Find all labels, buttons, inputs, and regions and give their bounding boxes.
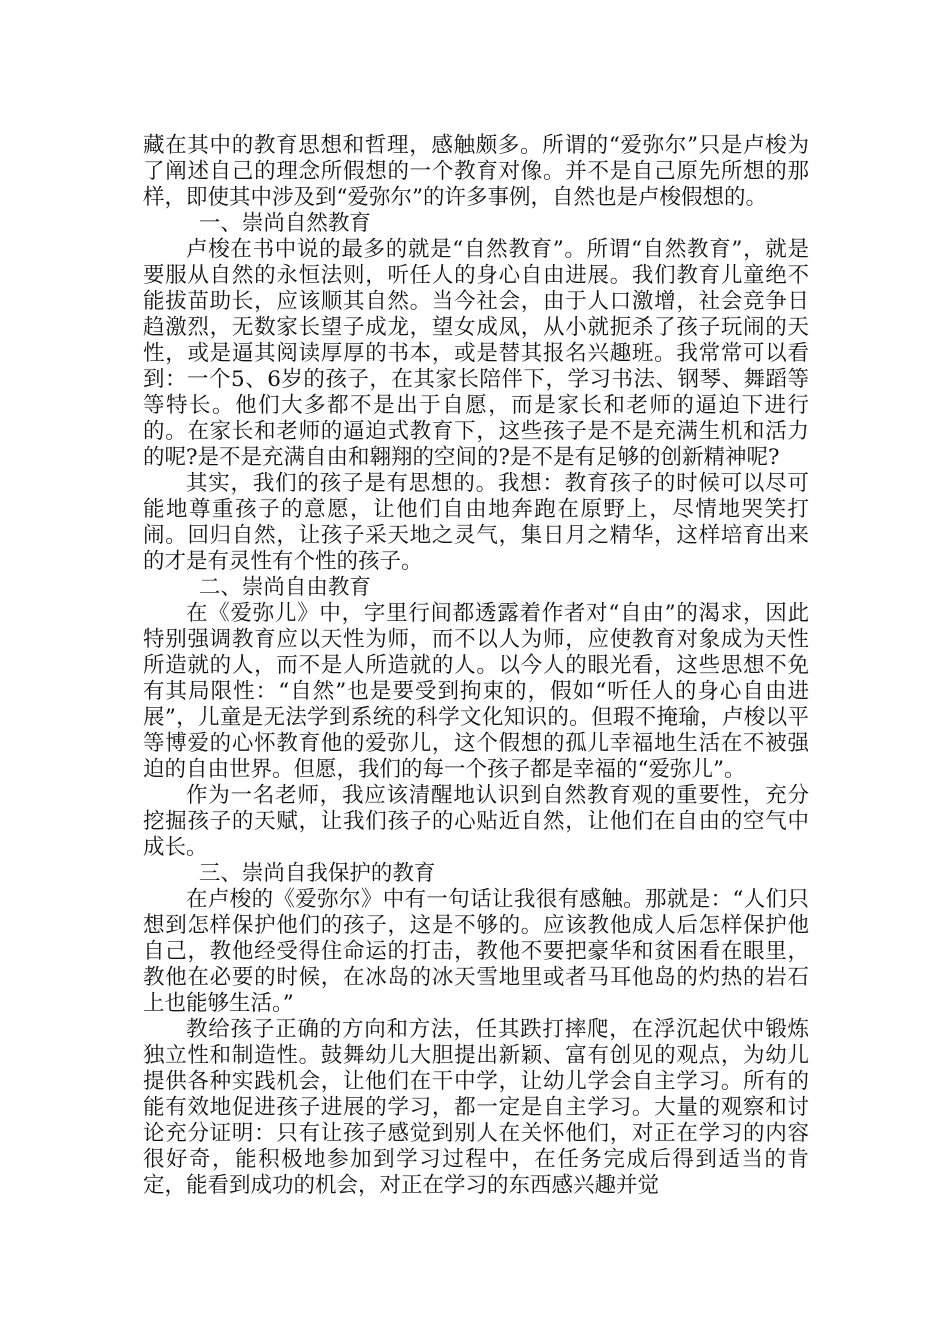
paragraph-continuation: 藏在其中的教育思想和哲理，感触颇多。所谓的“爱弥尔”只是卢梭为了阐述自己的理念所假想的一个教育对像。并不是自己原先所想的那样，即使其中涉及到“爱弥尔”的许多事例，自然也是卢梭假想的。 (143, 133, 809, 210)
paragraph: 在《爱弥儿》中，字里行间都透露着作者对“自由”的渴求，因此特别强调教育应以天性为师，而不以人为师，应使教育对象成为天性所造就的人，而不是人所造就的人。以今人的眼光看，这些思想不免有其局限性：“自然”也是要受到拘束的，假如“听任人的身心自由进展”，儿童是无法学到系统的科学文化知识的。但瑕不掩瑜，卢梭以平等博爱的心怀教育他的爱弥儿，这个假想的孤儿幸福地生活在不被强迫的自由世界。但愿，我们的每一个孩子都是幸福的“爱弥儿”。 (143, 601, 809, 782)
paragraph: 作为一名老师，我应该清醒地认识到自然教育观的重要性，充分挖掘孩子的天赋，让我们孩子的心贴近自然，让他们在自由的空气中成长。 (143, 783, 809, 860)
section-heading-freedom: 二、崇尚自由教育 (198, 575, 371, 600)
section-heading-self-protection: 三、崇尚自我保护的教育 (198, 861, 436, 886)
paragraph: 卢梭在书中说的最多的就是“自然教育”。所谓“自然教育”，就是要服从自然的永恒法则，听任人的身心自由进展。我们教育儿童绝不能拔苗助长，应该顺其自然。当今社会，由于人口激增，社会竞争日趋激烈，无数家长望子成龙，望女成凤，从小就扼杀了孩子玩闹的天性，或是逼其阅读厚厚的书本，或是替其报名兴趣班。我常常可以看到：一个5、6岁的孩子，在其家长陪伴下，学习书法、钢琴、舞蹈等等特长。他们大多都不是出于自愿，而是家长和老师的逼迫下进行的。在家长和老师的逼迫式教育下，这些孩子是不是充满生机和活力的呢?是不是充满自由和翱翔的空间的?是不是有足够的创新精神呢? (143, 237, 809, 470)
paragraph: 教给孩子正确的方向和方法，任其跌打摔爬，在浮沉起伏中锻炼独立性和制造性。鼓舞幼儿大胆提出新颖、富有创见的观点，为幼儿提供各种实践机会，让他们在干中学，让幼儿学会自主学习。所有的能有效地促进孩子进展的学习，都一定是自主学习。大量的观察和讨论充分证明：只有让孩子感觉到别人在关怀他们，对正在学习的内容很好奇，能积极地参加到学习过程中，在任务完成后得到适当的肯定，能看到成功的机会，对正在学习的东西感兴趣并觉 (143, 1017, 809, 1198)
paragraph: 在卢梭的《爱弥尔》中有一句话让我很有感触。那就是：“人们只想到怎样保护他们的孩子，这是不够的。应该教他成人后怎样保护他自己，教他经受得住命运的打击，教他不要把豪华和贫困看在眼里，教他在必要的时候，在冰岛的冰天雪地里或者马耳他岛的灼热的岩石上也能够生活。” (143, 887, 809, 1016)
section-heading-nature: 一、崇尚自然教育 (198, 211, 371, 236)
document-body (143, 133, 809, 1199)
paragraph: 其实，我们的孩子是有思想的。我想：教育孩子的时候可以尽可能地尊重孩子的意愿，让他们自由地奔跑在原野上，尽情地哭笑打闹。回归自然，让孩子采天地之灵气，集日月之精华，这样培育出来的才是有灵性有个性的孩子。 (143, 471, 809, 574)
